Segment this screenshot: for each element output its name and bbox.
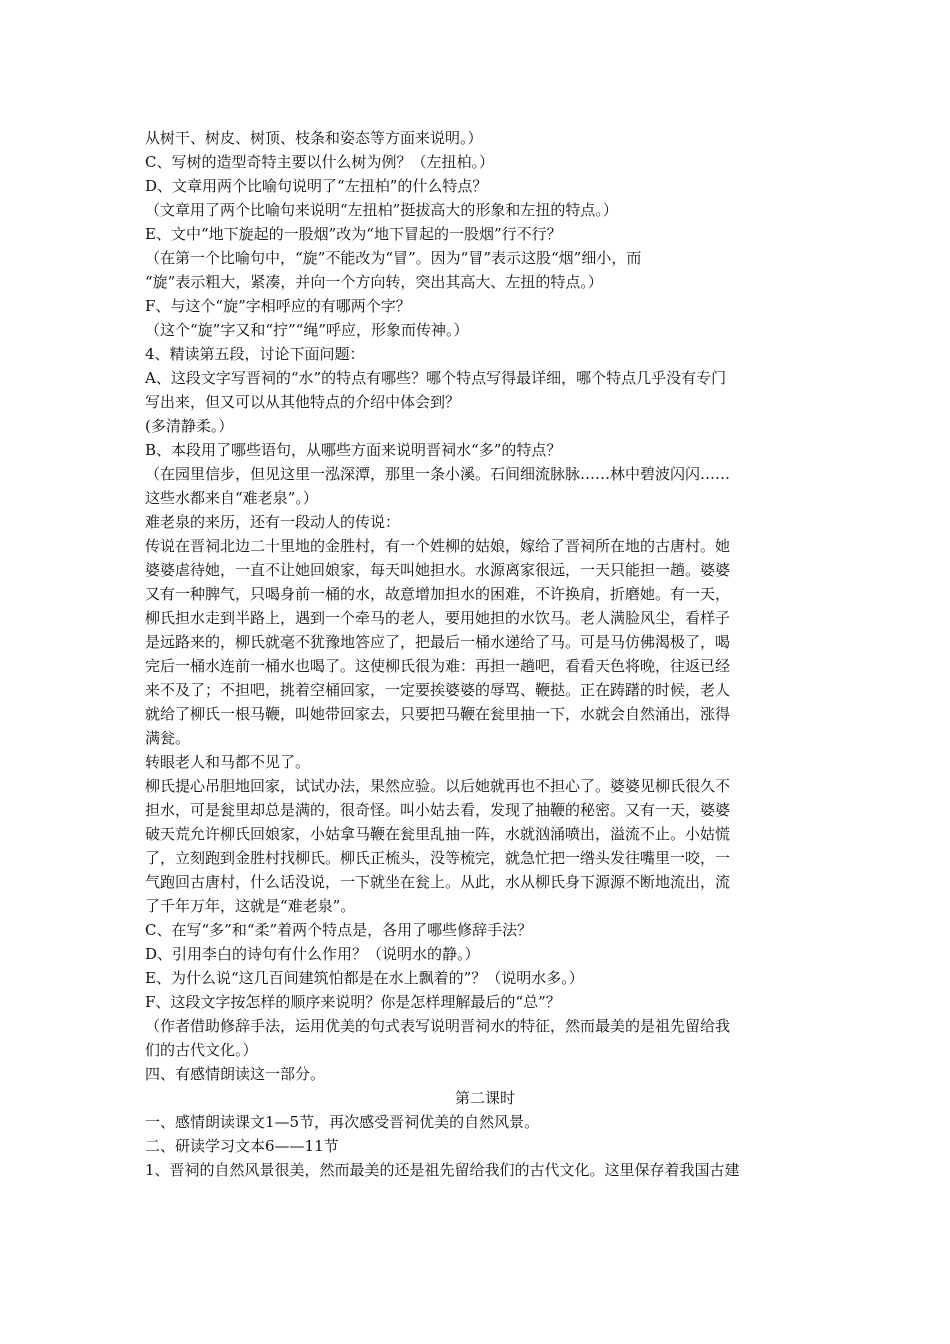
text-line: 担水，可是瓮里却总是满的，很奇怪。叫小姑去看，发现了抽鞭的秘密。又有一天，婆婆 <box>145 801 731 819</box>
text-line: F、这段文字按怎样的顺序来说明？你是怎样理解最后的“总”？ <box>145 993 561 1011</box>
text-line: (多清静柔。） <box>145 417 234 435</box>
text-line: 了，立刻跑到金胜村找柳氏。柳氏正梳头，没等梳完，就急忙把一绺头发往嘴里一咬，一 <box>145 849 731 867</box>
text-line: 四、有感情朗读这一部分。 <box>145 1065 326 1083</box>
text-line: E、为什么说“这几百间建筑怕都是在水上飘着的”？（说明水多。） <box>145 969 584 987</box>
text-line: 破天荒允许柳氏回娘家，小姑拿马鞭在瓮里乱抽一阵，水就汹涌喷出，溢流不止。小姑慌 <box>145 825 731 843</box>
text-line: 一、感情朗读课文1—5节，再次感受晋祠优美的自然风景。 <box>145 1113 540 1131</box>
text-line: 1、晋祠的自然风景很美，然而最美的还是祖先留给我们的古代文化。这里保存着我国古建 <box>145 1161 740 1179</box>
text-line: 婆婆虐待她，一直不让她回娘家，每天叫她担水。水源离家很远，一天只能担一趟。婆婆 <box>145 561 731 579</box>
text-line: （文章用了两个比喻句来说明“左扭柏”挺拔高大的形象和左扭的特点。） <box>145 201 618 219</box>
text-line: D、引用李白的诗句有什么作用？（说明水的静。） <box>145 945 480 963</box>
text-line: “旋”表示粗大，紧凑，并向一个方向转，突出其高大、左扭的特点。） <box>145 273 603 291</box>
text-line: 了千年万年，这就是“难老泉”。 <box>145 897 356 915</box>
text-line: 转眼老人和马都不见了。 <box>145 753 311 771</box>
text-line: （这个“旋”字又和“拧”“绳”呼应，形象而传神。） <box>145 321 469 339</box>
text-line: 就给了柳氏一根马鞭，叫她带回家去，只要把马鞭在瓮里抽一下，水就会自然涌出，涨得 <box>145 705 731 723</box>
text-line: 又有一种脾气，只喝身前一桶的水，故意增加担水的困难，不许换肩，折磨她。有一天， <box>145 585 731 603</box>
text-line: 气跑回古唐村，什么话没说，一下就坐在瓮上。从此，水从柳氏身下源源不断地流出，流 <box>145 873 731 891</box>
text-line: 4、精读第五段，讨论下面问题： <box>145 345 365 363</box>
text-line: 来不及了；不担吧，挑着空桶回家，一定要挨婆婆的辱骂、鞭挞。正在踌躇的时候，老人 <box>145 681 731 699</box>
text-line: 二、研读学习文本6——11节 <box>145 1137 339 1155</box>
section-heading: 第二课时 <box>454 1089 515 1107</box>
text-line: 这些水都来自“难老泉”。） <box>145 489 318 507</box>
text-line: （在园里信步，但见这里一泓深潭，那里一条小溪。石间细流脉脉……林中碧波闪闪…… <box>145 465 731 483</box>
text-line: 完后一桶水连前一桶水也喝了。这使柳氏很为难：再担一趟吧，看看天色将晚，往返已经 <box>145 657 731 675</box>
text-line: E、文中“地下旋起的一股烟”改为“地下冒起的一股烟”行不行？ <box>145 225 562 243</box>
text-line: 柳氏提心吊胆地回家，试试办法，果然应验。以后她就再也不担心了。婆婆见柳氏很久不 <box>145 777 731 795</box>
text-line: 写出来，但又可以从其他特点的介绍中体会到？ <box>145 393 461 411</box>
text-line: 柳氏担水走到半路上，遇到一个牵马的老人，要用她担的水饮马。老人满脸风尘，看样子 <box>145 609 731 627</box>
text-line: （在第一个比喻句中，“旋”不能改为“冒”。因为“冒”表示这股“烟”细小，而 <box>145 249 642 267</box>
text-line: 传说在晋祠北边二十里地的金胜村，有一个姓柳的姑娘，嫁给了晋祠所在地的古唐村。她 <box>145 537 731 555</box>
text-line: 是远路来的，柳氏就毫不犹豫地答应了，把最后一桶水递给了马。可是马仿佛渴极了，喝 <box>145 633 731 651</box>
text-line: 们的古代文化。） <box>145 1041 258 1059</box>
text-line: B、本段用了哪些语句，从哪些方面来说明晋祠水“多”的特点？ <box>145 441 562 459</box>
text-line: C、在写“多”和“柔”着两个特点是，各用了哪些修辞手法？ <box>145 921 533 939</box>
text-line: 难老泉的来历，还有一段动人的传说： <box>145 513 401 531</box>
text-line: 满瓮。 <box>145 729 191 747</box>
text-line: 从树干、树皮、树顶、枝条和姿态等方面来说明。） <box>145 129 483 147</box>
text-line: D、文章用两个比喻句说明了“左扭柏”的什么特点？ <box>145 177 488 195</box>
document-body <box>145 126 825 1182</box>
text-line: A、这段文字写晋祠的“水”的特点有哪些？哪个特点写得最详细，哪个特点几乎没有专门 <box>145 369 727 387</box>
text-line: F、与这个“旋”字相呼应的有哪两个字？ <box>145 297 411 315</box>
text-line: C、写树的造型奇特主要以什么树为例？（左扭柏。） <box>145 153 494 171</box>
text-line: （作者借助修辞手法，运用优美的句式表写说明晋祠水的特征，然而最美的是祖先留给我 <box>145 1017 731 1035</box>
